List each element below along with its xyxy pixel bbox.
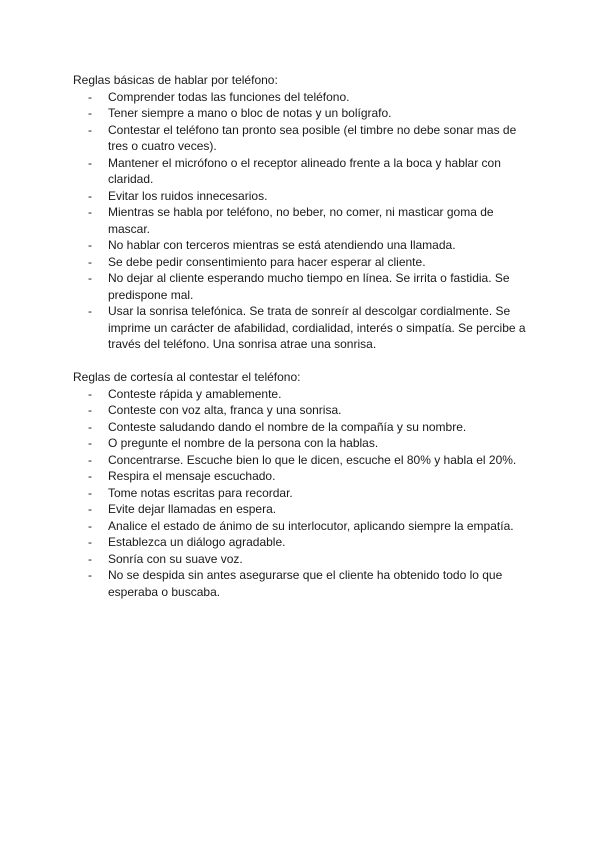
rules-list	[73, 89, 533, 353]
list-item-text: Mientras se habla por teléfono, no beber, no comer, ni masticar goma de mascar.	[108, 205, 494, 236]
bullet-dash: -	[88, 89, 92, 104]
list-item	[73, 567, 533, 600]
bullet-dash: -	[88, 271, 92, 285]
list-item	[73, 452, 533, 469]
bullet-dash: -	[88, 122, 92, 137]
list-item-text: No hablar con terceros mientras se está atendiendo una llamada.	[108, 238, 456, 252]
bullet-dash: -	[88, 502, 92, 516]
list-item	[73, 534, 533, 551]
list-item	[73, 204, 533, 237]
list-item-text: O pregunte el nombre de la persona con la hablas.	[108, 436, 379, 450]
document-page	[73, 72, 533, 600]
list-item	[73, 122, 533, 155]
list-item-text: Respira el mensaje escuchado.	[108, 469, 276, 483]
list-item	[73, 254, 533, 271]
list-item-text: No se despida sin antes asegurarse que el cliente ha obtenido todo lo que esperaba o buscaba.	[108, 568, 503, 599]
list-item-text: Sonría con su suave voz.	[108, 551, 243, 566]
bullet-dash: -	[88, 535, 92, 549]
list-item-text: Tome notas escritas para recordar.	[108, 485, 293, 500]
list-item	[73, 105, 533, 122]
list-item-text: Establezca un diálogo agradable.	[108, 535, 286, 549]
list-item	[73, 155, 533, 188]
list-item	[73, 188, 533, 205]
list-item	[73, 551, 533, 568]
list-item-text: Se debe pedir consentimiento para hacer esperar al cliente.	[108, 254, 426, 269]
section-basic-rules	[73, 72, 533, 353]
list-item-text: Mantener el micrófono o el receptor alineado frente a la boca y hablar con claridad.	[108, 155, 501, 186]
bullet-dash: -	[88, 469, 92, 483]
bullet-dash: -	[88, 485, 92, 500]
bullet-dash: -	[88, 568, 92, 582]
list-item	[73, 518, 533, 535]
bullet-dash: -	[88, 155, 92, 170]
list-item-text: Analice el estado de ánimo de su interlocutor, aplicando siempre la empatía.	[108, 518, 514, 533]
bullet-dash: -	[88, 518, 92, 533]
list-item-text: Contestar el teléfono tan pronto sea posible (el timbre no debe sonar mas de tres o cuatro veces).	[108, 122, 517, 153]
list-item-text: Conteste rápida y amablemente.	[108, 386, 282, 401]
bullet-dash: -	[88, 106, 92, 120]
list-item-text: Concentrarse. Escuche bien lo que le dicen, escuche el 80% y habla el 20%.	[108, 452, 517, 467]
list-item-text: Tener siempre a mano o bloc de notas y un bolígrafo.	[108, 106, 392, 120]
list-item-text: Evite dejar llamadas en espera.	[108, 502, 277, 516]
list-item	[73, 485, 533, 502]
section-title: Reglas básicas de hablar por teléfono:	[73, 73, 278, 87]
list-item	[73, 402, 533, 419]
list-item-text: Usar la sonrisa telefónica. Se trata de sonreír al descolgar cordialmente. Se imprime un carácter de afabilidad, cordialidad, interés o simpatía. Se percibe a través del teléfono. Una sonrisa atrae una sonrisa.	[108, 304, 526, 351]
list-item-text: No dejar al cliente esperando mucho tiempo en línea. Se irrita o fastidia. Se predispone mal.	[108, 271, 510, 302]
bullet-dash: -	[88, 254, 92, 269]
bullet-dash: -	[88, 238, 92, 252]
list-item	[73, 501, 533, 518]
list-item	[73, 237, 533, 254]
list-item-text: Conteste con voz alta, franca y una sonrisa.	[108, 403, 342, 417]
list-item-text: Conteste saludando dando el nombre de la compañía y su nombre.	[108, 419, 467, 434]
bullet-dash: -	[88, 436, 92, 450]
bullet-dash: -	[88, 419, 92, 434]
section-title: Reglas de cortesía al contestar el teléfono:	[73, 370, 301, 384]
list-item	[73, 303, 533, 353]
bullet-dash: -	[88, 205, 92, 219]
rules-list	[73, 386, 533, 601]
bullet-dash: -	[88, 551, 92, 566]
list-item-text: Evitar los ruidos innecesarios.	[108, 188, 268, 203]
list-item	[73, 270, 533, 303]
list-item	[73, 386, 533, 403]
bullet-dash: -	[88, 188, 92, 203]
bullet-dash: -	[88, 452, 92, 467]
bullet-dash: -	[88, 386, 92, 401]
section-courtesy-rules	[73, 369, 533, 600]
list-item-text: Comprender todas las funciones del teléfono.	[108, 89, 350, 104]
bullet-dash: -	[88, 304, 92, 318]
list-item	[73, 89, 533, 106]
bullet-dash: -	[88, 403, 92, 417]
section-spacer	[73, 353, 533, 370]
list-item	[73, 468, 533, 485]
list-item	[73, 419, 533, 436]
list-item	[73, 435, 533, 452]
